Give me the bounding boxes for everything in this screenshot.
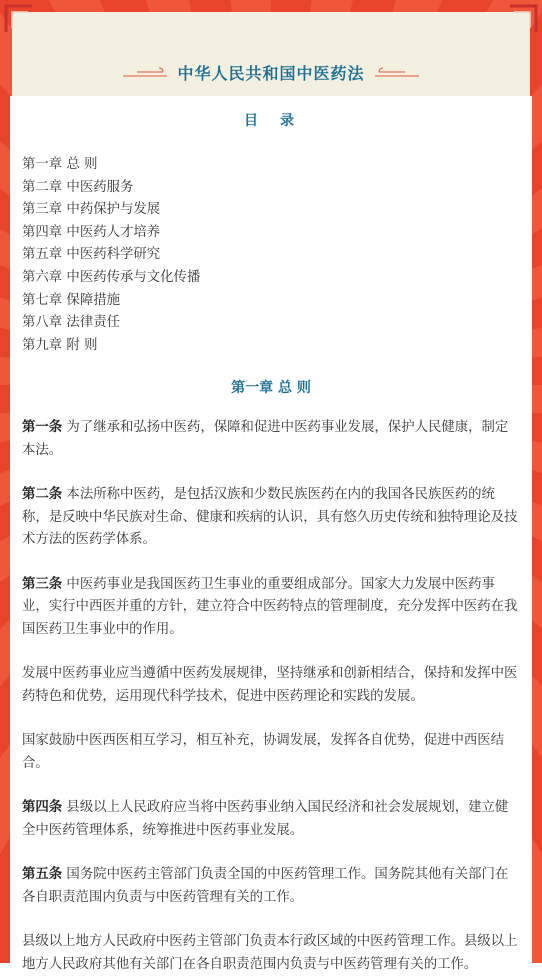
article-label: 第一条 [22, 420, 63, 436]
chapter-title: 第一章 总 则 [231, 380, 311, 397]
page-title: 中华人民共和国中医药法 [177, 63, 365, 83]
toc-item[interactable]: 第七章 保障措施 [22, 292, 120, 308]
toc-item[interactable]: 第八章 法律责任 [22, 315, 120, 331]
corner-ornament-left-icon [4, 4, 34, 34]
toc-item[interactable]: 第九章 附 则 [22, 337, 98, 353]
article-text: 国家鼓励中医西医相互学习，相互补充，协调发展，发挥各自优势，促进中西医结合。 [22, 733, 505, 771]
toc-item[interactable]: 第六章 中医药传承与文化传播 [22, 269, 201, 285]
toc-item[interactable]: 第一章 总 则 [22, 157, 98, 172]
article-text: 中医药事业是我国医药卫生事业的重要组成部分。国家大力发展中医药事业，实行中西医并重的方针，建立符合中医药特点的管理制度，充分发挥中医药在我国医药卫生事业中的作用。 [22, 576, 518, 637]
article-label: 第五条 [22, 867, 63, 883]
article-paragraph [22, 931, 520, 976]
header [0, 52, 542, 92]
toc-item[interactable]: 第二章 中医药服务 [22, 179, 134, 195]
title-ornament-left-icon [123, 65, 167, 79]
article-text: 国务院中医药主管部门负责全国的中医药管理工作。国务院其他有关部门在各自职责范围内负责与中医药管理有关的工作。 [22, 867, 509, 905]
document-body [22, 96, 520, 976]
article-paragraph [22, 417, 520, 462]
article-paragraph [22, 730, 520, 775]
article-paragraph [22, 864, 520, 909]
article-text: 发展中医药事业应当遵循中医药发展规律，坚持继承和创新相结合，保持和发挥中医药特色和优势，运用现代科学技术，促进中医药理论和实践的发展。 [22, 666, 518, 704]
article-label: 第三条 [22, 576, 63, 592]
article-text: 县级以上人民政府应当将中医药事业纳入国民经济和社会发展规划，建立健全中医药管理体系，统筹推进中医药事业发展。 [22, 800, 509, 838]
article-paragraph [22, 574, 520, 642]
toc-title: 目 录 [244, 113, 298, 129]
article-label: 第二条 [22, 487, 63, 503]
article-text: 县级以上地方人民政府中医药主管部门负责本行政区域的中医药管理工作。县级以上地方人民政府其他有关部门在各自职责范围内负责与中医药管理有关的工作。 [22, 934, 518, 972]
article-paragraph [22, 663, 520, 708]
toc-item[interactable]: 第三章 中药保护与发展 [22, 202, 161, 218]
article-text: 为了继承和弘扬中医药，保障和促进中医药事业发展，保护人民健康，制定本法。 [22, 420, 509, 458]
article-paragraph [22, 797, 520, 842]
toc-item[interactable]: 第五章 中医药科学研究 [22, 247, 161, 263]
article-label: 第四条 [22, 800, 63, 816]
toc-item[interactable]: 第四章 中医药人才培养 [22, 224, 161, 240]
article-text: 本法所称中医药，是包括汉族和少数民族医药在内的我国各民族医药的统称，是反映中华民族对生命、健康和疾病的认识，具有悠久历史传统和独特理论及技术方法的医药学体系。 [22, 487, 518, 548]
table-of-contents [22, 154, 520, 357]
title-ornament-right-icon [375, 65, 419, 79]
corner-ornament-right-icon [508, 4, 538, 34]
article-paragraph [22, 484, 520, 552]
